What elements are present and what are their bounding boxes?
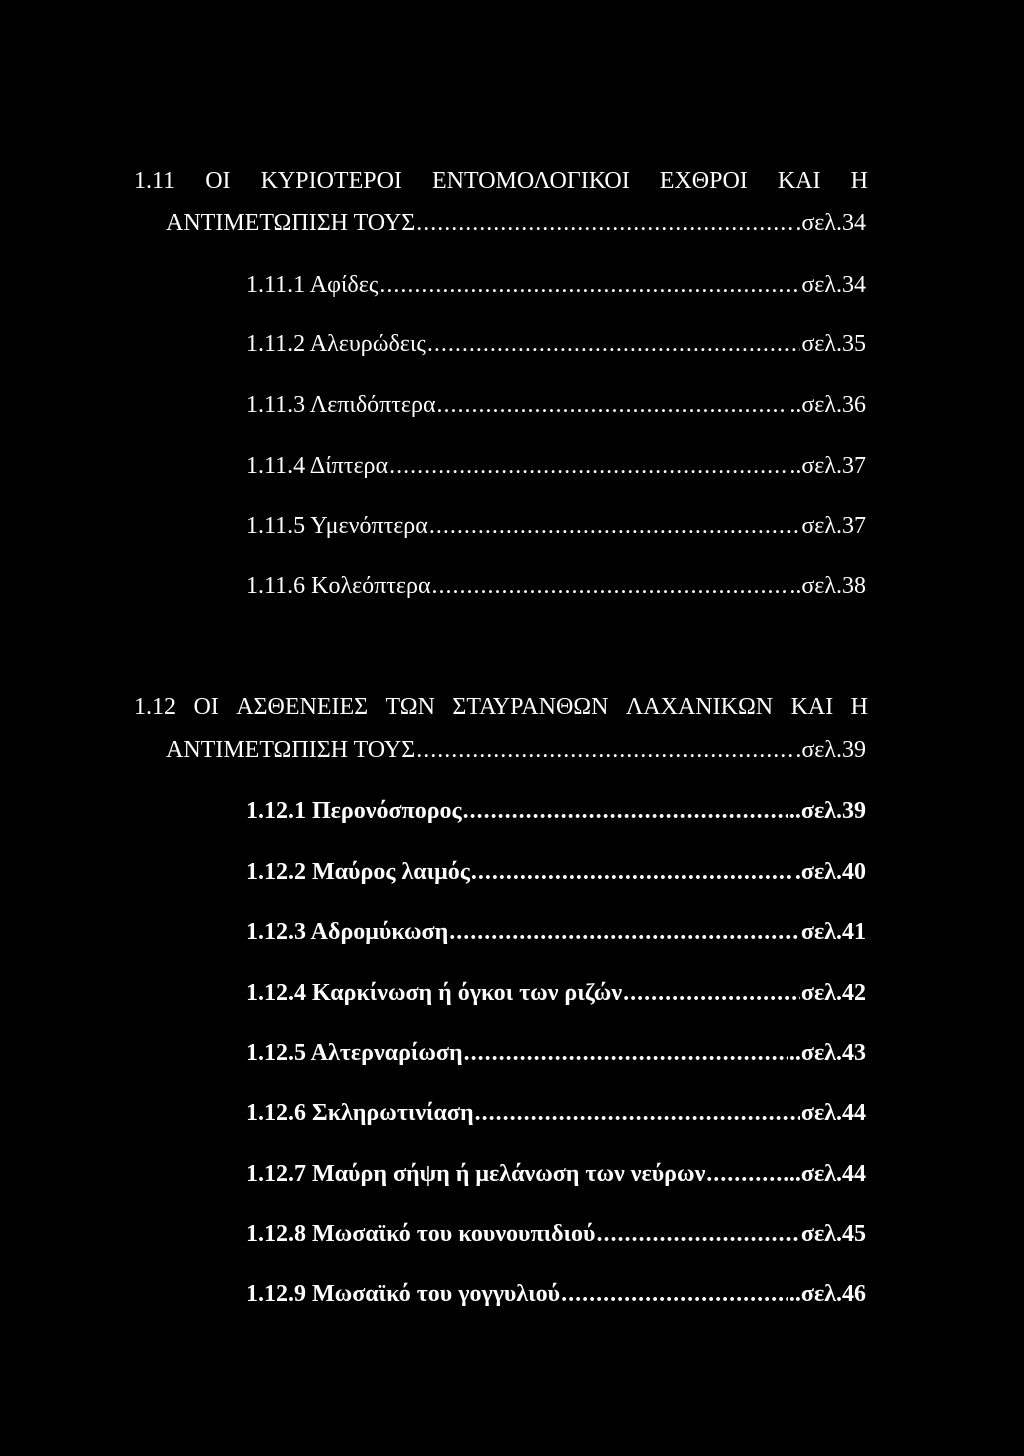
dot-leader <box>449 917 800 947</box>
heading-word: ΑΣΘΕΝΕΙΕΣ <box>236 694 369 720</box>
dot-leader <box>429 511 801 541</box>
page-number: σελ.44 <box>800 1100 866 1126</box>
dot-leader <box>706 1159 788 1189</box>
heading-word: ΚΑΙ <box>777 168 821 194</box>
heading-word: ΤΩΝ <box>385 694 435 720</box>
heading-word: Η <box>850 694 868 720</box>
toc-entry <box>246 978 866 1008</box>
dot-leader <box>471 857 794 887</box>
toc-entry <box>246 329 866 359</box>
heading-continuation-text: ΑΝΤΙΜΕΤΩΠΙΣΗ ΤΟΥΣ <box>166 737 416 763</box>
heading-word: 1.12 <box>134 694 176 720</box>
heading-word: ΛΑΧΑΝΙΚΩΝ <box>625 694 774 720</box>
toc-entry <box>246 511 866 541</box>
page-number: σελ.35 <box>801 331 866 357</box>
dot-leader <box>389 451 788 481</box>
dot-leader <box>623 978 800 1008</box>
heading-word: ΟΙ <box>193 694 219 720</box>
page-number: σελ.45 <box>800 1221 866 1247</box>
dot-leader <box>464 1038 788 1068</box>
entry-label: 1.12.8 Μωσαϊκό του κουνουπιδιού <box>246 1221 596 1247</box>
section-heading-1-11-continued <box>166 208 866 238</box>
section-heading-1-11 <box>134 166 868 196</box>
entry-label: 1.12.5 Αλτερναρίωση <box>246 1040 463 1066</box>
entry-label: 1.11.6 Κολεόπτερα <box>246 573 431 599</box>
heading-continuation-text: ΑΝΤΙΜΕΤΩΠΙΣΗ ΤΟΥΣ <box>166 210 416 236</box>
page-number: σελ.41 <box>800 919 866 945</box>
heading-word: Η <box>850 168 868 194</box>
page-number: σελ.34 <box>801 272 866 298</box>
page-number: ..σελ.37 <box>789 453 866 479</box>
toc-entry <box>246 796 866 826</box>
toc-entry <box>246 1038 866 1068</box>
heading-word: ΟΙ <box>205 168 231 194</box>
page-number: ..σελ.36 <box>789 392 866 418</box>
heading-word: ΚΑΙ <box>790 694 834 720</box>
entry-label: 1.11.5 Υμενόπτερα <box>246 513 428 539</box>
toc-entry <box>246 857 866 887</box>
toc-entry <box>246 571 866 601</box>
dot-leader <box>596 1219 799 1249</box>
toc-entry <box>246 1279 866 1309</box>
entry-label: 1.12.3 Αδρομύκωση <box>246 919 449 945</box>
page-number: .σελ.34 <box>795 210 866 236</box>
entry-label: 1.11.3 Λεπιδόπτερα <box>246 392 436 418</box>
page-number: ..σελ.38 <box>789 573 866 599</box>
heading-word: ΣΤΑΥΡΑΝΘΩΝ <box>452 694 609 720</box>
entry-label: 1.12.9 Μωσαϊκό του γογγυλιού <box>246 1281 561 1307</box>
dot-leader <box>561 1279 788 1309</box>
page-number: ..σελ.43 <box>788 1040 866 1066</box>
entry-label: 1.12.7 Μαύρη σήψη ή μελάνωση των νεύρων <box>246 1161 706 1187</box>
entry-label: 1.11.2 Αλευρώδεις <box>246 331 426 357</box>
dot-leader <box>463 796 788 826</box>
heading-word: ΕΝΤΟΜΟΛΟΓΙΚΟΙ <box>432 168 630 194</box>
page-number: σελ.42 <box>800 980 866 1006</box>
page-number: ..σελ.39 <box>788 798 866 824</box>
heading-word: ΕΧΘΡΟΙ <box>659 168 748 194</box>
toc-entry <box>246 1098 866 1128</box>
toc-entry <box>246 1159 866 1189</box>
dot-leader <box>416 735 794 765</box>
page-number: .σελ.39 <box>795 737 866 763</box>
entry-label: 1.12.2 Μαύρος λαιμός <box>246 859 470 885</box>
dot-leader <box>432 571 789 601</box>
toc-entry <box>246 451 866 481</box>
dot-leader <box>416 208 794 238</box>
entry-label: 1.11.1 Αφίδες <box>246 272 379 298</box>
toc-entry <box>246 390 866 420</box>
entry-label: 1.12.4 Καρκίνωση ή όγκοι των ριζών <box>246 980 623 1006</box>
entry-label: 1.11.4 Δίπτερα <box>246 453 389 479</box>
entry-label: 1.12.6 Σκληρωτινίαση <box>246 1100 474 1126</box>
dot-leader <box>379 270 800 300</box>
page-number: σελ.37 <box>801 513 866 539</box>
section-heading-1-12 <box>134 692 868 722</box>
dot-leader <box>437 390 789 420</box>
dot-leader <box>427 329 801 359</box>
toc-entry <box>246 917 866 947</box>
section-heading-1-12-continued <box>166 735 866 765</box>
page-number: ..σελ.44 <box>788 1161 866 1187</box>
heading-word: 1.11 <box>134 168 176 194</box>
toc-entry <box>246 270 866 300</box>
toc-entry <box>246 1219 866 1249</box>
heading-word: ΚΥΡΙΟΤΕΡΟΙ <box>260 168 402 194</box>
page-number: ..σελ.46 <box>788 1281 866 1307</box>
page-number: .σελ.40 <box>794 859 866 885</box>
dot-leader <box>475 1098 800 1128</box>
entry-label: 1.12.1 Περονόσπορος <box>246 798 462 824</box>
